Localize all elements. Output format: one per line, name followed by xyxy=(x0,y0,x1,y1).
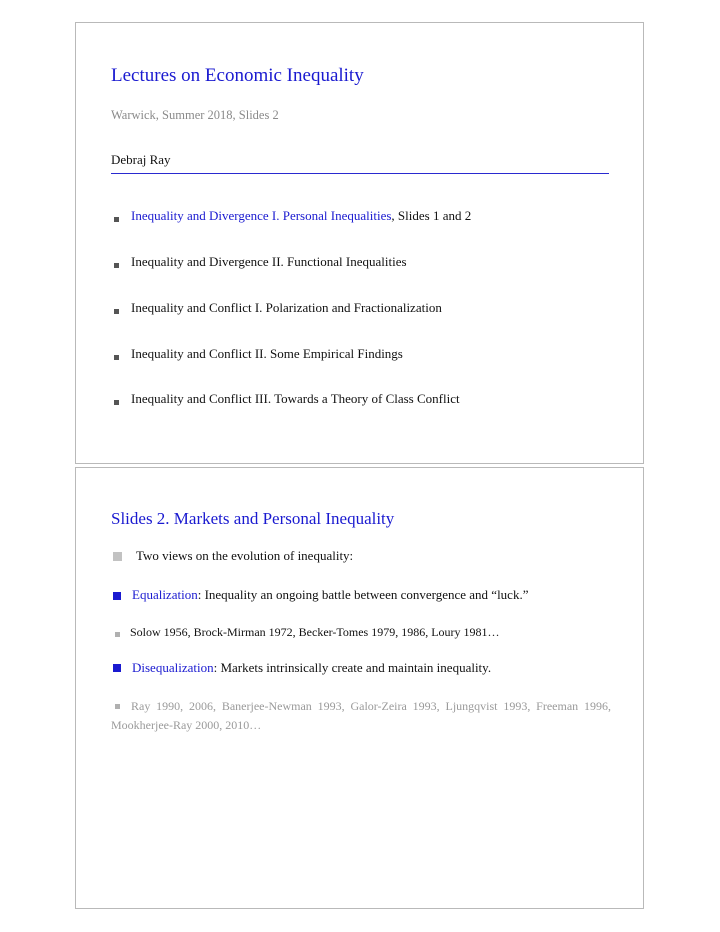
disequalization-references: Ray 1990, 2006, Banerjee-Newman 1993, Galor-Zeira 1993, Ljungqvist 1993, Freeman 1996, Mookherjee-Ray 2000, 2010… xyxy=(111,699,611,732)
bullet-icon xyxy=(113,664,121,672)
list-item-rest: , Slides 1 and 2 xyxy=(391,208,472,223)
disequalization-item xyxy=(132,660,491,676)
bullet-icon xyxy=(113,552,122,561)
title-rule xyxy=(111,173,609,174)
list-item: Inequality and Divergence II. Functional Inequalities xyxy=(131,254,407,269)
bullet-icon xyxy=(114,263,119,268)
slide-1 xyxy=(75,22,644,464)
list-item: Inequality and Conflict II. Some Empirical Findings xyxy=(131,346,403,361)
list-item-highlight: Inequality and Divergence I. Personal Inequalities xyxy=(131,208,392,223)
list-item: Inequality and Conflict III. Towards a Theory of Class Conflict xyxy=(131,391,460,406)
bullet-icon xyxy=(114,355,119,360)
slide-2-title: Slides 2. Markets and Personal Inequality xyxy=(111,509,395,528)
slide-1-subtitle: Warwick, Summer 2018, Slides 2 xyxy=(111,108,279,122)
bullet-icon xyxy=(114,400,119,405)
equalization-item xyxy=(132,587,528,603)
list-item xyxy=(131,208,471,224)
slide-1-title: Lectures on Economic Inequality xyxy=(111,65,364,86)
bullet-icon xyxy=(113,592,121,600)
slide-2 xyxy=(75,467,644,909)
bullet-icon xyxy=(114,217,119,222)
disequalization-label: Disequalization xyxy=(132,660,214,675)
list-item: Inequality and Conflict I. Polarization and Fractionalization xyxy=(131,300,442,315)
intro-text: Two views on the evolution of inequality: xyxy=(136,548,354,563)
bullet-icon xyxy=(114,309,119,314)
bullet-icon xyxy=(115,632,120,637)
equalization-references: Solow 1956, Brock-Mirman 1972, Becker-Tomes 1979, 1986, Loury 1981… xyxy=(130,625,500,639)
author-name: Debraj Ray xyxy=(111,152,171,167)
equalization-label: Equalization xyxy=(132,587,198,602)
disequalization-text: : Markets intrinsically create and maintain inequality. xyxy=(213,660,492,675)
equalization-text: : Inequality an ongoing battle between convergence and “luck.” xyxy=(197,587,529,602)
